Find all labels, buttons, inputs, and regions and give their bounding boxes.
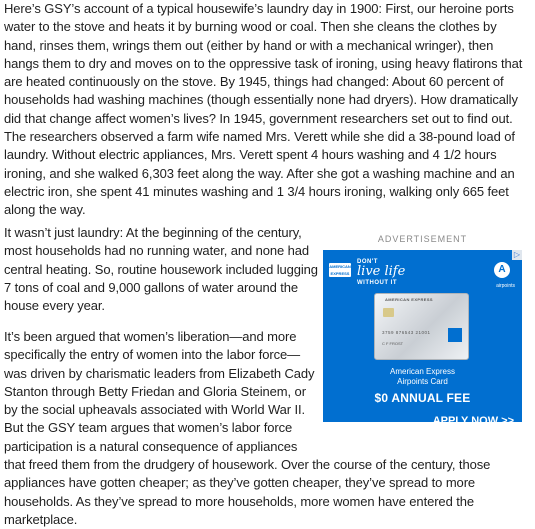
card-number: 3759 876543 21001 xyxy=(382,330,431,335)
card-amex-logo xyxy=(448,328,462,342)
advertisement-container xyxy=(323,232,522,427)
card-brand: AMERICAN EXPRESS xyxy=(385,297,433,302)
ad-headline-main: live life xyxy=(357,264,406,279)
apply-now-link[interactable]: APPLY NOW >> xyxy=(432,415,514,427)
credit-card-image xyxy=(374,293,469,360)
card-product-name-line1: American Express xyxy=(390,367,455,376)
airpoints-logo-icon: A xyxy=(494,262,510,278)
amex-logo: AMERICAN EXPRESS xyxy=(329,264,351,276)
card-chip-icon xyxy=(383,308,394,317)
ad-headline-top: DON'T xyxy=(357,259,378,265)
card-holder: C F FROST xyxy=(382,341,404,346)
adchoices-icon[interactable]: ▷ xyxy=(513,250,521,259)
annual-fee-text: $0 ANNUAL FEE xyxy=(374,391,471,405)
advertisement-label: ADVERTISEMENT xyxy=(377,234,468,244)
card-product-name xyxy=(323,367,522,387)
amex-airpoints-ad[interactable] xyxy=(323,250,522,427)
paragraph-womens-liberation-text: It’s been argued that women’s liberation—and more specifically the entry of women into the labor force—was driven by charismatic leaders from Elizabeth Cady Stanton through Betty Friedan and Gloria Steinem, or by the social upheavals associated with World War II. But the GSY team argues that women’s labor force participation is a natural consequence of appliances that freed them from the drudgery of housework. Over the course of the century, those appliances have gotten cheaper; as they’ve gotten cheaper, they’ve spread to more households. As they’ve spread to more households, more women have entered the marketplace. xyxy=(4,329,491,527)
paragraph-housework: It wasn’t just laundry: At the beginning of the century, most households had no running water, and none had central heating. So, routine housework included lugging 7 tons of coal and 9,000 gallons of water around the house every year. xyxy=(4,225,318,314)
paragraph-laundry-day: Here’s GSY’s account of a typical housewife’s laundry day in 1900: First, our heroine ports water to the stove and heats it by burning wood or coal. Then she cleans the clothes by hand, rinses them, wrings them out (either by hand or with a mechanical wringer), then hangs them to dry and moves on to the oppressive task of ironing, using heavy flatirons that are heated continuously on the stove. By 1945, things had changed: About 60 percent of households had washing machines (though essentially none had dryers). How dramatically did that change affect women’s lives? In 1945, government researchers set out to find out. The researchers observed a farm wife named Mrs. Verett while she did a 38-pound load of laundry. Without electric appliances, Mrs. Verett spent 4 hours washing and 4 1/2 hours ironing, and she walked 6,303 feet along the way. After she got a washing machine and an electric iron, she spent 41 minutes washing and 1 3/4 hours ironing, walking only 665 feet along the way. xyxy=(4,1,523,218)
card-product-name-line2: Airpoints Card xyxy=(397,377,448,386)
ad-headline-bottom: WITHOUT IT xyxy=(357,280,397,286)
airpoints-label: airpoints xyxy=(496,283,515,289)
